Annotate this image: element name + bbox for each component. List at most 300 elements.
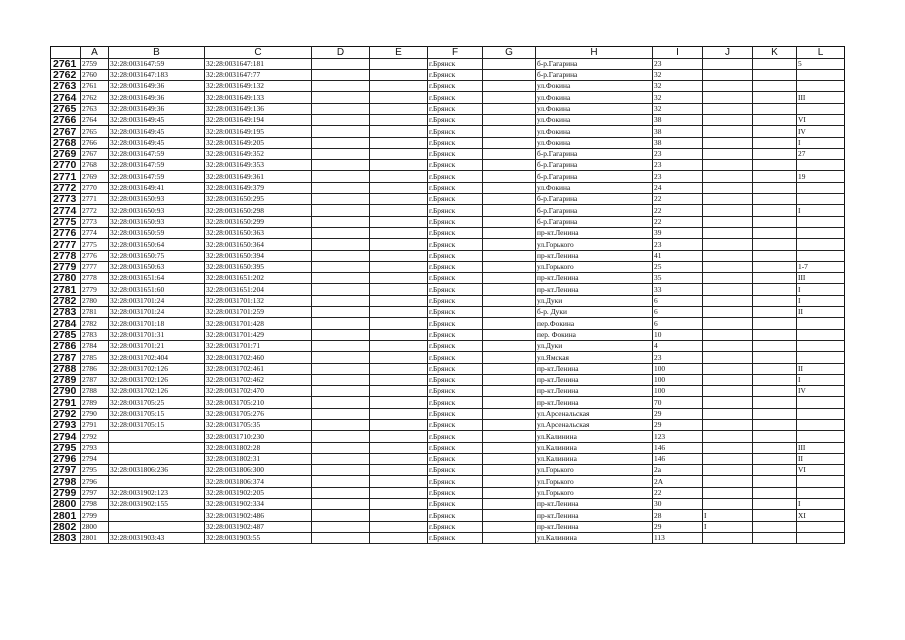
cell-d[interactable] (312, 81, 370, 92)
cell-h[interactable]: ул.Горького (536, 261, 653, 272)
cell-c[interactable]: 32:28:0031649:353 (205, 160, 312, 171)
cell-d[interactable] (312, 499, 370, 510)
cell-a[interactable]: 2799 (81, 510, 109, 521)
cell-i[interactable]: 32 (653, 103, 703, 114)
row-number[interactable]: 2762 (51, 69, 81, 80)
cell-a[interactable]: 2792 (81, 431, 109, 442)
cell-e[interactable] (370, 408, 428, 419)
cell-j[interactable] (703, 453, 753, 464)
cell-f[interactable]: г.Брянск (428, 453, 483, 464)
cell-h[interactable]: пр-кт.Ленина (536, 510, 653, 521)
cell-c[interactable]: 32:28:0031650:299 (205, 216, 312, 227)
cell-d[interactable] (312, 273, 370, 284)
cell-k[interactable] (753, 487, 797, 498)
cell-h[interactable]: пр-кт.Ленина (536, 397, 653, 408)
cell-j[interactable] (703, 92, 753, 103)
cell-j[interactable] (703, 397, 753, 408)
cell-j[interactable] (703, 532, 753, 543)
cell-l[interactable] (797, 431, 845, 442)
row-number[interactable]: 2800 (51, 499, 81, 510)
cell-i[interactable]: 6 (653, 318, 703, 329)
cell-a[interactable]: 2800 (81, 521, 109, 532)
cell-i[interactable]: 41 (653, 250, 703, 261)
cell-l[interactable]: 27 (797, 148, 845, 159)
cell-j[interactable] (703, 182, 753, 193)
cell-l[interactable]: 19 (797, 171, 845, 182)
cell-j[interactable] (703, 420, 753, 431)
row-number[interactable]: 2773 (51, 194, 81, 205)
cell-k[interactable] (753, 284, 797, 295)
cell-e[interactable] (370, 194, 428, 205)
cell-e[interactable] (370, 92, 428, 103)
row-number[interactable]: 2793 (51, 420, 81, 431)
cell-c[interactable]: 32:28:0031902:486 (205, 510, 312, 521)
cell-l[interactable]: II (797, 453, 845, 464)
cell-i[interactable]: 22 (653, 216, 703, 227)
cell-b[interactable]: 32:28:0031902:123 (109, 487, 205, 498)
cell-a[interactable]: 2791 (81, 420, 109, 431)
cell-h[interactable]: ул.Фокина (536, 182, 653, 193)
cell-k[interactable] (753, 374, 797, 385)
cell-e[interactable] (370, 420, 428, 431)
row-number[interactable]: 2763 (51, 81, 81, 92)
cell-l[interactable]: I (797, 499, 845, 510)
cell-a[interactable]: 2776 (81, 250, 109, 261)
column-header-d[interactable]: D (312, 47, 370, 59)
cell-j[interactable] (703, 307, 753, 318)
cell-j[interactable] (703, 160, 753, 171)
cell-k[interactable] (753, 92, 797, 103)
row-number[interactable]: 2774 (51, 205, 81, 216)
cell-a[interactable]: 2759 (81, 58, 109, 69)
cell-k[interactable] (753, 205, 797, 216)
cell-c[interactable]: 32:28:0031649:361 (205, 171, 312, 182)
cell-e[interactable] (370, 114, 428, 125)
cell-b[interactable]: 32:28:0031705:15 (109, 408, 205, 419)
cell-b[interactable] (109, 453, 205, 464)
cell-c[interactable]: 32:28:0031705:276 (205, 408, 312, 419)
cell-j[interactable] (703, 340, 753, 351)
cell-a[interactable]: 2797 (81, 487, 109, 498)
cell-a[interactable]: 2765 (81, 126, 109, 137)
cell-h[interactable]: пр-кт.Ленина (536, 363, 653, 374)
cell-j[interactable] (703, 352, 753, 363)
cell-j[interactable] (703, 261, 753, 272)
cell-d[interactable] (312, 510, 370, 521)
cell-h[interactable]: б-р.Гагарина (536, 58, 653, 69)
cell-l[interactable] (797, 216, 845, 227)
cell-i[interactable]: 29 (653, 521, 703, 532)
cell-i[interactable]: 29 (653, 420, 703, 431)
row-number[interactable]: 2770 (51, 160, 81, 171)
cell-i[interactable]: 6 (653, 295, 703, 306)
cell-i[interactable]: 23 (653, 160, 703, 171)
cell-f[interactable]: г.Брянск (428, 465, 483, 476)
cell-g[interactable] (483, 148, 536, 159)
cell-d[interactable] (312, 521, 370, 532)
row-number[interactable]: 2784 (51, 318, 81, 329)
column-header-g[interactable]: G (483, 47, 536, 59)
cell-a[interactable]: 2769 (81, 171, 109, 182)
cell-l[interactable] (797, 81, 845, 92)
column-header-k[interactable]: K (753, 47, 797, 59)
cell-l[interactable] (797, 69, 845, 80)
cell-j[interactable] (703, 284, 753, 295)
cell-k[interactable] (753, 499, 797, 510)
cell-g[interactable] (483, 273, 536, 284)
cell-k[interactable] (753, 273, 797, 284)
cell-h[interactable]: б-р.Гагарина (536, 171, 653, 182)
cell-k[interactable] (753, 532, 797, 543)
cell-g[interactable] (483, 160, 536, 171)
cell-e[interactable] (370, 81, 428, 92)
cell-i[interactable]: 23 (653, 171, 703, 182)
cell-c[interactable]: 32:28:0031802:28 (205, 442, 312, 453)
cell-i[interactable]: 39 (653, 227, 703, 238)
cell-i[interactable]: 2а (653, 465, 703, 476)
cell-a[interactable]: 2772 (81, 205, 109, 216)
cell-k[interactable] (753, 239, 797, 250)
cell-l[interactable] (797, 397, 845, 408)
row-number[interactable]: 2767 (51, 126, 81, 137)
cell-g[interactable] (483, 397, 536, 408)
cell-l[interactable] (797, 160, 845, 171)
cell-d[interactable] (312, 329, 370, 340)
cell-i[interactable]: 23 (653, 352, 703, 363)
cell-b[interactable]: 32:28:0031647:59 (109, 58, 205, 69)
cell-a[interactable]: 2760 (81, 69, 109, 80)
cell-b[interactable]: 32:28:0031650:93 (109, 205, 205, 216)
cell-g[interactable] (483, 250, 536, 261)
cell-h[interactable]: пр-кт.Ленина (536, 374, 653, 385)
cell-j[interactable] (703, 273, 753, 284)
cell-j[interactable] (703, 442, 753, 453)
cell-j[interactable] (703, 431, 753, 442)
cell-k[interactable] (753, 408, 797, 419)
cell-d[interactable] (312, 465, 370, 476)
cell-l[interactable]: I (797, 205, 845, 216)
cell-b[interactable]: 32:28:0031701:31 (109, 329, 205, 340)
cell-e[interactable] (370, 476, 428, 487)
cell-b[interactable]: 32:28:0031650:63 (109, 261, 205, 272)
cell-j[interactable] (703, 58, 753, 69)
cell-d[interactable] (312, 92, 370, 103)
cell-f[interactable]: г.Брянск (428, 532, 483, 543)
cell-a[interactable]: 2778 (81, 273, 109, 284)
cell-h[interactable]: ул.Калинина (536, 442, 653, 453)
cell-e[interactable] (370, 239, 428, 250)
cell-c[interactable]: 32:28:0031701:259 (205, 307, 312, 318)
row-number[interactable]: 2786 (51, 340, 81, 351)
cell-h[interactable]: б-р.Гагарина (536, 69, 653, 80)
cell-h[interactable]: б-р.Гагарина (536, 205, 653, 216)
cell-c[interactable]: 32:28:0031702:461 (205, 363, 312, 374)
cell-a[interactable]: 2796 (81, 476, 109, 487)
cell-f[interactable]: г.Брянск (428, 250, 483, 261)
cell-f[interactable]: г.Брянск (428, 397, 483, 408)
cell-d[interactable] (312, 431, 370, 442)
cell-c[interactable]: 32:28:0031702:470 (205, 386, 312, 397)
cell-f[interactable]: г.Брянск (428, 239, 483, 250)
cell-g[interactable] (483, 431, 536, 442)
cell-a[interactable]: 2771 (81, 194, 109, 205)
row-number[interactable]: 2768 (51, 137, 81, 148)
cell-i[interactable]: 123 (653, 431, 703, 442)
row-number[interactable]: 2796 (51, 453, 81, 464)
cell-c[interactable]: 32:28:0031701:71 (205, 340, 312, 351)
cell-j[interactable] (703, 318, 753, 329)
cell-f[interactable]: г.Брянск (428, 81, 483, 92)
cell-e[interactable] (370, 386, 428, 397)
cell-b[interactable]: 32:28:0031649:45 (109, 114, 205, 125)
cell-c[interactable]: 32:28:0031701:132 (205, 295, 312, 306)
cell-b[interactable]: 32:28:0031903:43 (109, 532, 205, 543)
cell-i[interactable]: 38 (653, 137, 703, 148)
cell-b[interactable]: 32:28:0031702:126 (109, 374, 205, 385)
row-number[interactable]: 2776 (51, 227, 81, 238)
cell-d[interactable] (312, 442, 370, 453)
cell-a[interactable]: 2762 (81, 92, 109, 103)
cell-i[interactable]: 25 (653, 261, 703, 272)
cell-e[interactable] (370, 216, 428, 227)
cell-a[interactable]: 2801 (81, 532, 109, 543)
cell-k[interactable] (753, 420, 797, 431)
cell-g[interactable] (483, 420, 536, 431)
cell-c[interactable]: 32:28:0031649:352 (205, 148, 312, 159)
cell-f[interactable]: г.Брянск (428, 92, 483, 103)
cell-j[interactable] (703, 239, 753, 250)
cell-f[interactable]: г.Брянск (428, 295, 483, 306)
cell-b[interactable]: 32:28:0031701:24 (109, 307, 205, 318)
cell-a[interactable]: 2766 (81, 137, 109, 148)
row-number[interactable]: 2795 (51, 442, 81, 453)
cell-e[interactable] (370, 431, 428, 442)
cell-f[interactable]: г.Брянск (428, 363, 483, 374)
cell-k[interactable] (753, 194, 797, 205)
cell-h[interactable]: пр-кт.Ленина (536, 499, 653, 510)
cell-i[interactable]: 38 (653, 126, 703, 137)
cell-e[interactable] (370, 521, 428, 532)
cell-l[interactable]: I (797, 295, 845, 306)
cell-i[interactable]: 30 (653, 499, 703, 510)
cell-j[interactable] (703, 386, 753, 397)
cell-c[interactable]: 32:28:0031650:394 (205, 250, 312, 261)
cell-g[interactable] (483, 261, 536, 272)
cell-e[interactable] (370, 442, 428, 453)
cell-i[interactable]: 10 (653, 329, 703, 340)
cell-b[interactable]: 32:28:0031701:21 (109, 340, 205, 351)
cell-h[interactable]: ул.Дуки (536, 340, 653, 351)
cell-d[interactable] (312, 227, 370, 238)
cell-l[interactable] (797, 227, 845, 238)
cell-b[interactable]: 32:28:0031702:126 (109, 386, 205, 397)
cell-c[interactable]: 32:28:0031649:194 (205, 114, 312, 125)
cell-k[interactable] (753, 329, 797, 340)
cell-g[interactable] (483, 442, 536, 453)
cell-f[interactable]: г.Брянск (428, 273, 483, 284)
cell-h[interactable]: ул.Калинина (536, 431, 653, 442)
cell-c[interactable]: 32:28:0031650:295 (205, 194, 312, 205)
cell-e[interactable] (370, 261, 428, 272)
cell-d[interactable] (312, 284, 370, 295)
cell-f[interactable]: г.Брянск (428, 126, 483, 137)
row-number[interactable]: 2777 (51, 239, 81, 250)
cell-g[interactable] (483, 352, 536, 363)
cell-g[interactable] (483, 453, 536, 464)
column-header-h[interactable]: H (536, 47, 653, 59)
cell-b[interactable]: 32:28:0031902:155 (109, 499, 205, 510)
cell-l[interactable]: I (797, 137, 845, 148)
column-header-f[interactable]: F (428, 47, 483, 59)
cell-b[interactable]: 32:28:0031649:41 (109, 182, 205, 193)
cell-j[interactable]: I (703, 521, 753, 532)
cell-h[interactable]: пер. Фокина (536, 329, 653, 340)
cell-j[interactable] (703, 137, 753, 148)
column-header-b[interactable]: B (109, 47, 205, 59)
column-header-a[interactable]: A (81, 47, 109, 59)
cell-k[interactable] (753, 227, 797, 238)
cell-f[interactable]: г.Брянск (428, 431, 483, 442)
cell-l[interactable] (797, 250, 845, 261)
cell-h[interactable]: ул.Фокина (536, 92, 653, 103)
cell-g[interactable] (483, 374, 536, 385)
cell-d[interactable] (312, 148, 370, 159)
cell-j[interactable] (703, 465, 753, 476)
cell-d[interactable] (312, 420, 370, 431)
cell-h[interactable]: пр-кт.Ленина (536, 227, 653, 238)
cell-g[interactable] (483, 532, 536, 543)
cell-b[interactable]: 32:28:0031651:64 (109, 273, 205, 284)
cell-e[interactable] (370, 58, 428, 69)
cell-d[interactable] (312, 171, 370, 182)
cell-e[interactable] (370, 171, 428, 182)
cell-i[interactable]: 4 (653, 340, 703, 351)
cell-f[interactable]: г.Брянск (428, 171, 483, 182)
cell-i[interactable]: 100 (653, 374, 703, 385)
cell-g[interactable] (483, 329, 536, 340)
column-header-c[interactable]: C (205, 47, 312, 59)
cell-i[interactable]: 29 (653, 408, 703, 419)
cell-a[interactable]: 2764 (81, 114, 109, 125)
cell-d[interactable] (312, 487, 370, 498)
cell-f[interactable]: г.Брянск (428, 227, 483, 238)
row-number[interactable]: 2799 (51, 487, 81, 498)
cell-g[interactable] (483, 284, 536, 295)
cell-d[interactable] (312, 261, 370, 272)
cell-k[interactable] (753, 386, 797, 397)
cell-a[interactable]: 2763 (81, 103, 109, 114)
cell-l[interactable]: III (797, 273, 845, 284)
cell-j[interactable] (703, 250, 753, 261)
cell-b[interactable]: 32:28:0031649:36 (109, 92, 205, 103)
column-header-e[interactable]: E (370, 47, 428, 59)
cell-g[interactable] (483, 58, 536, 69)
cell-a[interactable]: 2773 (81, 216, 109, 227)
cell-f[interactable]: г.Брянск (428, 420, 483, 431)
cell-i[interactable]: 24 (653, 182, 703, 193)
row-number[interactable]: 2769 (51, 148, 81, 159)
cell-e[interactable] (370, 205, 428, 216)
cell-d[interactable] (312, 397, 370, 408)
cell-c[interactable]: 32:28:0031647:77 (205, 69, 312, 80)
cell-k[interactable] (753, 103, 797, 114)
cell-k[interactable] (753, 69, 797, 80)
cell-l[interactable]: III (797, 442, 845, 453)
cell-f[interactable]: г.Брянск (428, 442, 483, 453)
cell-g[interactable] (483, 182, 536, 193)
row-number[interactable]: 2780 (51, 273, 81, 284)
cell-f[interactable]: г.Брянск (428, 137, 483, 148)
cell-i[interactable]: 22 (653, 205, 703, 216)
cell-h[interactable]: ул.Арсенальская (536, 420, 653, 431)
cell-e[interactable] (370, 487, 428, 498)
cell-l[interactable] (797, 182, 845, 193)
cell-e[interactable] (370, 307, 428, 318)
row-number[interactable]: 2790 (51, 386, 81, 397)
cell-e[interactable] (370, 273, 428, 284)
cell-a[interactable]: 2790 (81, 408, 109, 419)
cell-i[interactable]: 22 (653, 487, 703, 498)
cell-l[interactable] (797, 532, 845, 543)
cell-g[interactable] (483, 239, 536, 250)
cell-a[interactable]: 2781 (81, 307, 109, 318)
cell-j[interactable] (703, 374, 753, 385)
cell-f[interactable]: г.Брянск (428, 521, 483, 532)
cell-k[interactable] (753, 114, 797, 125)
cell-a[interactable]: 2784 (81, 340, 109, 351)
cell-f[interactable]: г.Брянск (428, 205, 483, 216)
cell-b[interactable]: 32:28:0031649:36 (109, 81, 205, 92)
cell-i[interactable]: 6 (653, 307, 703, 318)
cell-g[interactable] (483, 363, 536, 374)
cell-e[interactable] (370, 69, 428, 80)
cell-k[interactable] (753, 137, 797, 148)
cell-j[interactable] (703, 126, 753, 137)
cell-c[interactable]: 32:28:0031806:374 (205, 476, 312, 487)
cell-f[interactable]: г.Брянск (428, 114, 483, 125)
cell-a[interactable]: 2779 (81, 284, 109, 295)
cell-g[interactable] (483, 476, 536, 487)
cell-h[interactable]: б-р.Гагарина (536, 148, 653, 159)
cell-b[interactable]: 32:28:0031647:59 (109, 148, 205, 159)
cell-g[interactable] (483, 499, 536, 510)
cell-c[interactable]: 32:28:0031649:379 (205, 182, 312, 193)
cell-k[interactable] (753, 81, 797, 92)
cell-l[interactable] (797, 487, 845, 498)
cell-b[interactable]: 32:28:0031647:59 (109, 160, 205, 171)
cell-g[interactable] (483, 194, 536, 205)
cell-k[interactable] (753, 261, 797, 272)
cell-b[interactable]: 32:28:0031650:93 (109, 216, 205, 227)
cell-h[interactable]: ул.Арсенальская (536, 408, 653, 419)
cell-k[interactable] (753, 318, 797, 329)
cell-b[interactable]: 32:28:0031650:93 (109, 194, 205, 205)
cell-b[interactable]: 32:28:0031701:18 (109, 318, 205, 329)
row-number[interactable]: 2789 (51, 374, 81, 385)
cell-k[interactable] (753, 465, 797, 476)
row-number[interactable]: 2803 (51, 532, 81, 543)
cell-d[interactable] (312, 340, 370, 351)
cell-g[interactable] (483, 521, 536, 532)
cell-j[interactable] (703, 295, 753, 306)
row-number[interactable]: 2771 (51, 171, 81, 182)
cell-a[interactable]: 2780 (81, 295, 109, 306)
cell-b[interactable]: 32:28:0031649:45 (109, 126, 205, 137)
cell-a[interactable]: 2775 (81, 239, 109, 250)
row-number[interactable]: 2765 (51, 103, 81, 114)
cell-k[interactable] (753, 307, 797, 318)
cell-g[interactable] (483, 510, 536, 521)
